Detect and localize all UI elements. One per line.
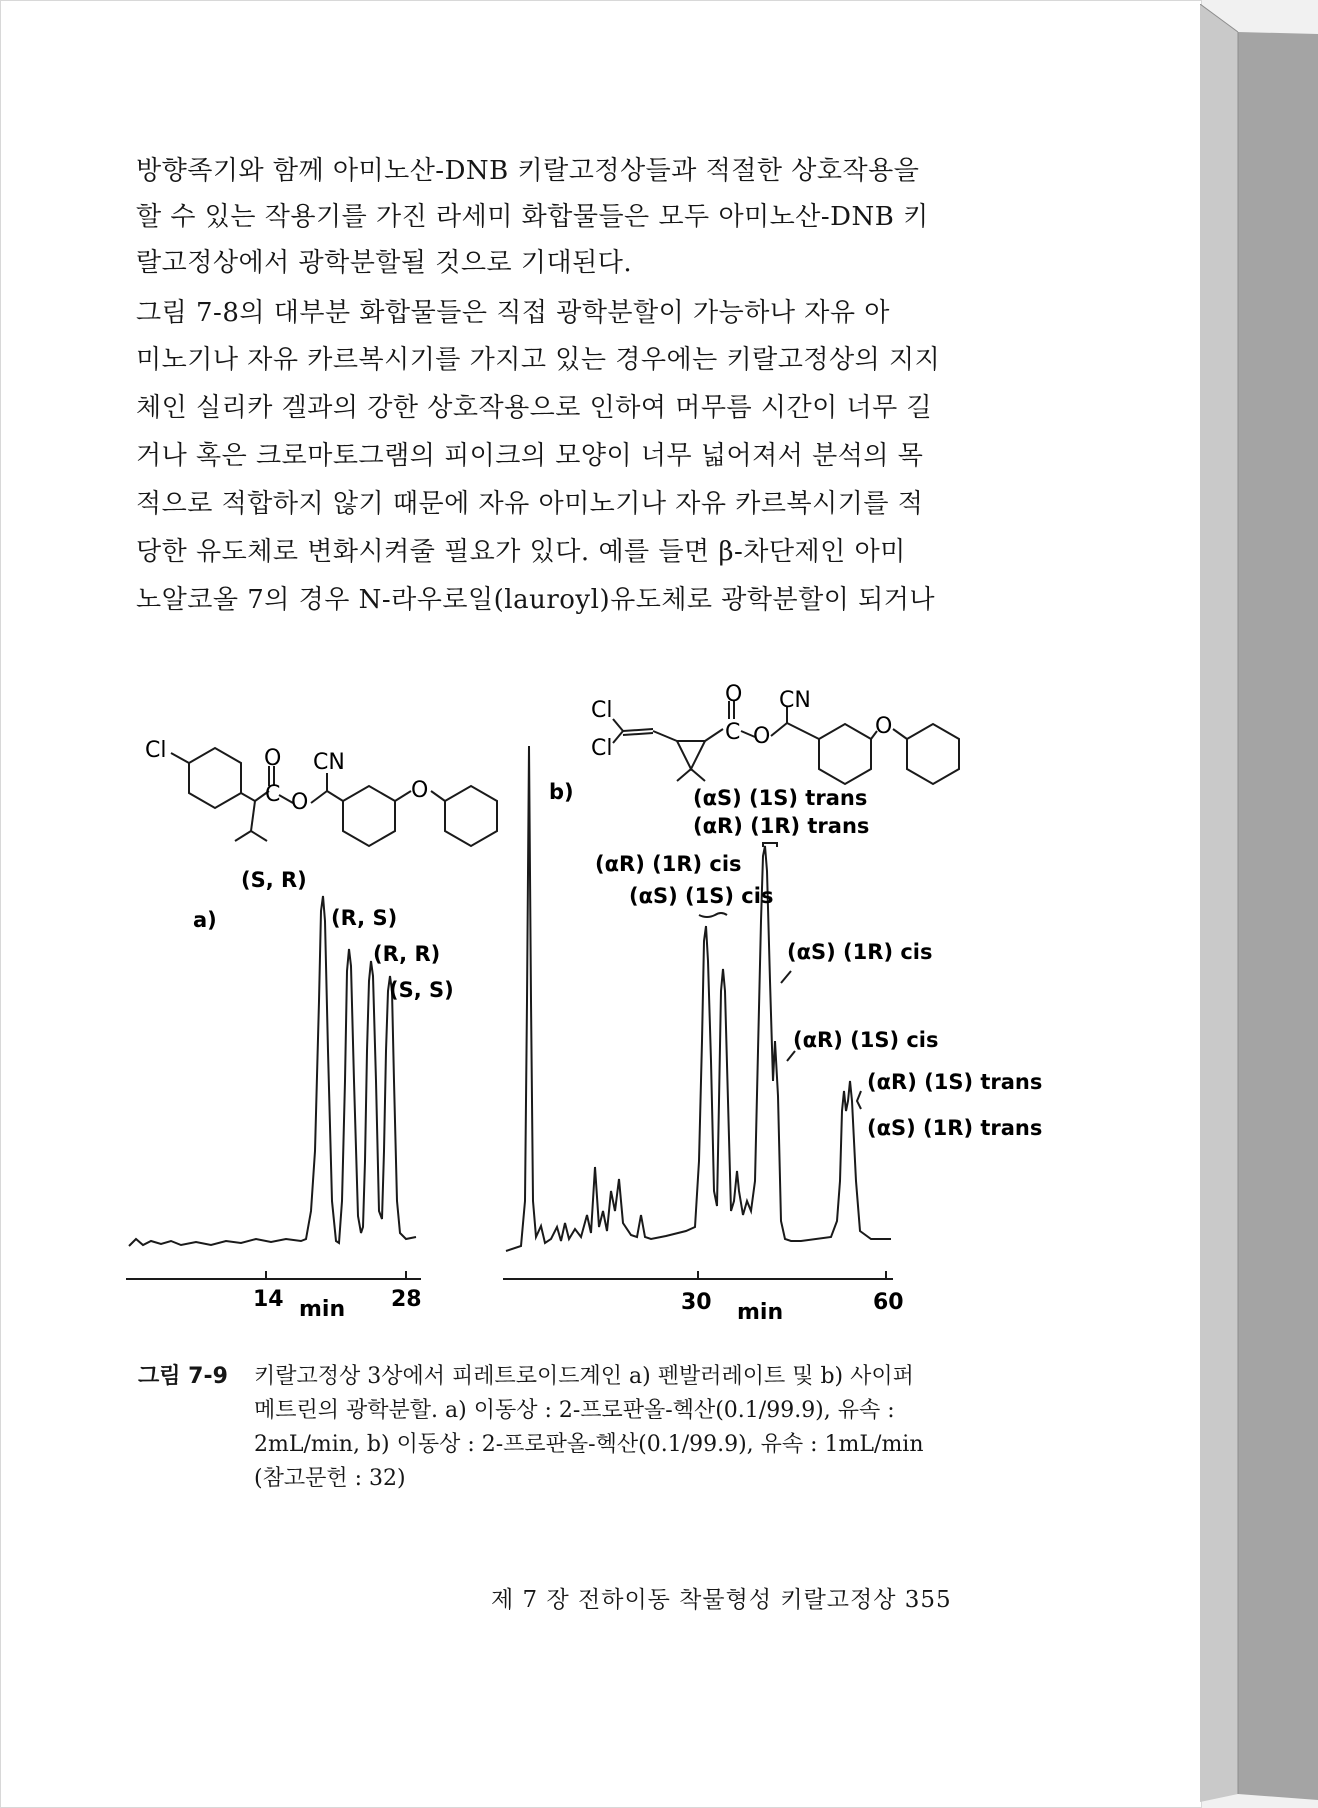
peak-b-ar-1r-cis: (αR) (1R) cis [595,852,742,876]
book-spine-edge [1200,4,1318,1802]
peak-a-ss: (S, S) [389,978,454,1002]
caption-line-3: 2mL/min, b) 이동상 : 2-프로판올-헥산(0.1/99.9), 유속 : 1mL/min [254,1432,924,1457]
tick-a-14: 14 [253,1287,284,1312]
peak-b-as-1s-trans: (αS) (1S) trans [693,786,868,810]
structure-b [613,701,959,784]
peak-b-as-1r-cis: (αS) (1R) cis [787,940,933,964]
body-line-4: 그림 7-8의 대부분 화합물들은 직접 광학분할이 가능하나 자유 아 [136,298,890,328]
struct-a-cl: Cl [145,738,167,763]
body-line-1: 방향족기와 함께 아미노산-DNB 키랄고정상들과 적절한 상호작용을 [136,156,920,186]
peak-b-ar-1s-trans: (αR) (1S) trans [867,1070,1043,1094]
axis-b-unit: min [737,1300,784,1325]
caption-line-4: (참고문헌 : 32) [254,1466,406,1491]
body-line-3: 랄고정상에서 광학분할될 것으로 기대된다. [136,248,633,278]
caption-line-2: 메트린의 광학분할. a) 이동상 : 2-프로판올-헥산(0.1/99.9), 유속 : [254,1398,895,1423]
struct-a-o-ether: O [411,778,429,803]
body-line-10: 노알코올 7의 경우 N-라우로일(lauroyl)유도체로 광학분할이 되거나 [136,585,936,615]
peak-b-as-1s-cis: (αS) (1S) cis [629,884,774,908]
axis-a-unit: min [299,1297,346,1322]
axis-b [503,1271,893,1279]
struct-a-cn: CN [313,750,345,775]
tick-a-28: 28 [391,1287,422,1312]
struct-a-c: C [265,782,281,807]
struct-b-o-ester: O [753,724,771,749]
tick-b-60: 60 [873,1290,904,1315]
axis-a [126,1271,421,1279]
struct-b-cl-2: Cl [591,736,613,761]
peak-b-as-1r-trans: (αS) (1R) trans [867,1116,1043,1140]
struct-a-o: O [264,746,282,771]
figure-chromatograms [1,1,1201,1341]
body-line-5: 미노기나 자유 카르복시기를 가지고 있는 경우에는 키랄고정상의 지지 [136,345,941,375]
body-line-8: 적으로 적합하지 않기 때문에 자유 아미노기나 자유 카르복시기를 적 [136,489,924,519]
panel-b-label: b) [549,780,574,804]
struct-b-o-ether: O [875,714,893,739]
body-line-9: 당한 유도체로 변화시켜줄 필요가 있다. 예를 들면 β-차단제인 아미 [136,537,906,567]
peak-a-rr: (R, R) [373,942,441,966]
page-footer: 제 7 장 전하이동 착물형성 키랄고정상 355 [491,1587,952,1613]
struct-b-cn: CN [779,688,811,713]
body-line-7: 거나 혹은 크로마토그램의 피이크의 모양이 너무 넓어져서 분석의 목 [136,441,924,471]
struct-b-cl-1: Cl [591,698,613,723]
panel-a-label: a) [193,908,217,932]
tick-b-30: 30 [681,1290,712,1315]
peak-b-ar-1s-cis: (αR) (1S) cis [793,1028,939,1052]
figure-caption-label: 그림 7-9 [138,1364,228,1389]
peak-a-rs: (R, S) [331,906,398,930]
body-line-2: 할 수 있는 작용기를 가진 라세미 화합물들은 모두 아미노산-DNB 키 [136,202,929,232]
struct-b-o: O [725,682,743,707]
struct-a-o-ester: O [291,790,309,815]
peak-a-sr: (S, R) [241,868,307,892]
body-line-6: 체인 실리카 겔과의 강한 상호작용으로 인하여 머무름 시간이 너무 길 [136,393,933,423]
struct-b-c: C [725,720,741,745]
peak-b-ar-1r-trans: (αR) (1R) trans [693,814,870,838]
caption-line-1: 키랄고정상 3상에서 피레트로이드계인 a) 펜발러레이트 및 b) 사이퍼 [254,1364,914,1389]
